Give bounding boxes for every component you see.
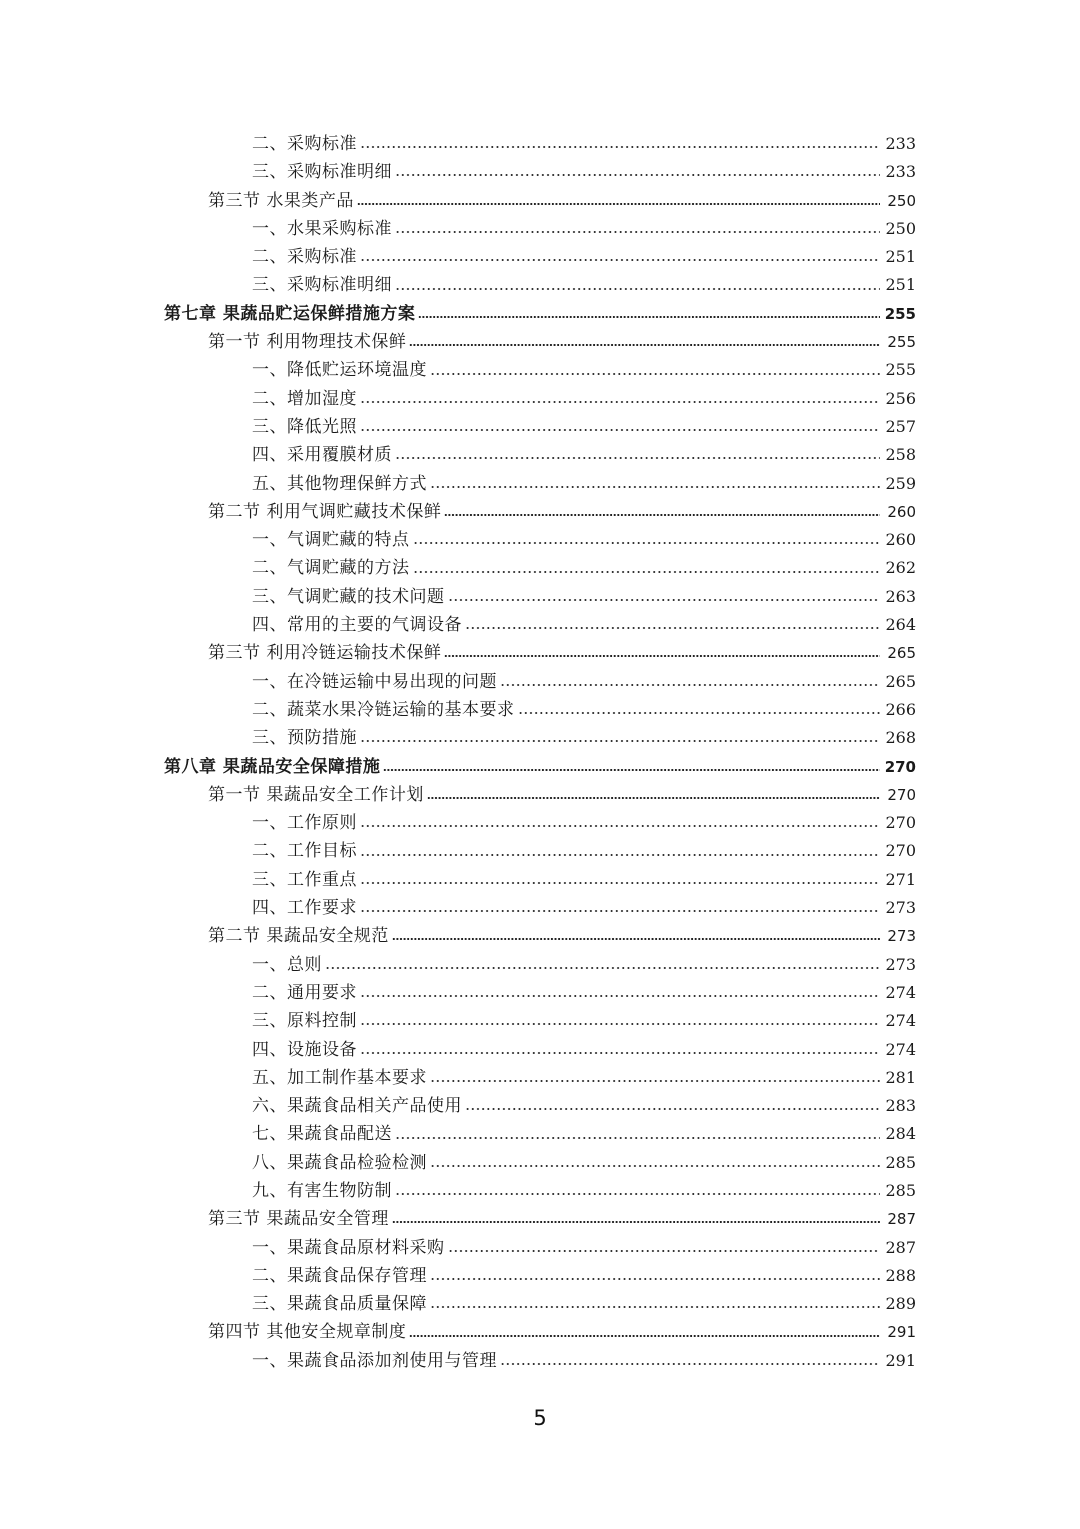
toc-subsection-entry[interactable]: [0, 1149, 1080, 1177]
toc-entry-title: 二、工作目标: [252, 841, 357, 862]
toc-entry-title: 五、其他物理保鲜方式: [252, 473, 427, 494]
toc-entry-page-number: 255: [885, 360, 916, 380]
toc-subsection-entry[interactable]: [0, 951, 1080, 979]
toc-entry-page-number: 259: [885, 473, 916, 493]
toc-entry-title: 第三节 果蔬品安全管理: [208, 1209, 389, 1230]
toc-entry-page-number: 260: [885, 530, 916, 550]
toc-entry-title: 四、采用覆膜材质: [252, 445, 392, 466]
toc-entry-title: 八、果蔬食品检验检测: [252, 1152, 427, 1173]
toc-entry-title: 三、采购标准明细: [252, 162, 392, 183]
toc-subsection-entry[interactable]: [0, 724, 1080, 752]
toc-subsection-entry[interactable]: [0, 809, 1080, 837]
dot-leader: [360, 146, 880, 148]
toc-entry-page-number: 263: [885, 586, 916, 606]
toc-subsection-entry[interactable]: [0, 1007, 1080, 1035]
toc-entry-title: 五、加工制作基本要求: [252, 1067, 427, 1088]
toc-entry-page-number: 270: [885, 841, 916, 861]
dot-leader: [395, 288, 880, 290]
toc-subsection-entry[interactable]: [0, 979, 1080, 1007]
toc-entry-page-number: 274: [885, 1011, 916, 1031]
toc-entry-title: 三、预防措施: [252, 728, 357, 749]
toc-subsection-entry[interactable]: [0, 130, 1080, 158]
dot-leader: [444, 655, 880, 657]
toc-entry-page-number: 250: [887, 191, 916, 210]
toc-entry-title: 三、采购标准明细: [252, 275, 392, 296]
dot-leader: [357, 203, 880, 205]
toc-entry-title: 第一节 果蔬品安全工作计划: [208, 784, 424, 805]
table-of-contents: [0, 130, 1080, 1375]
toc-entry-title: 二、采购标准: [252, 134, 357, 154]
dot-leader: [430, 1306, 880, 1308]
toc-entry-page-number: 266: [885, 699, 916, 719]
dot-leader: [430, 373, 880, 375]
toc-entry-page-number: 274: [885, 1039, 916, 1059]
toc-subsection-entry[interactable]: [0, 1036, 1080, 1064]
toc-entry-page-number: 255: [884, 304, 916, 323]
toc-entry-page-number: 251: [885, 275, 916, 295]
dot-leader: [360, 995, 880, 997]
toc-subsection-entry[interactable]: [0, 583, 1080, 611]
toc-subsection-entry[interactable]: [0, 668, 1080, 696]
toc-subsection-entry[interactable]: [0, 1290, 1080, 1318]
toc-entry-title: 一、气调贮藏的特点: [252, 530, 410, 551]
dot-leader: [360, 429, 880, 431]
toc-entry-title: 九、有害生物防制: [252, 1180, 392, 1201]
toc-chapter-entry[interactable]: [0, 300, 1080, 328]
toc-entry-title: 第三节 利用冷链运输技术保鲜: [208, 643, 442, 664]
toc-section-entry[interactable]: [0, 1205, 1080, 1233]
dot-leader: [500, 1363, 880, 1365]
toc-entry-page-number: 233: [885, 134, 916, 153]
toc-subsection-entry[interactable]: [0, 866, 1080, 894]
toc-entry-title: 第四节 其他安全规章制度: [208, 1322, 407, 1343]
dot-leader: [360, 740, 880, 742]
dot-leader: [360, 401, 880, 403]
toc-entry-title: 二、采购标准: [252, 247, 357, 268]
toc-subsection-entry[interactable]: [0, 413, 1080, 441]
toc-section-entry[interactable]: [0, 498, 1080, 526]
toc-subsection-entry[interactable]: [0, 526, 1080, 554]
toc-subsection-entry[interactable]: [0, 1234, 1080, 1262]
toc-entry-page-number: 284: [885, 1124, 916, 1144]
toc-entry-title: 四、设施设备: [252, 1039, 357, 1060]
dot-leader: [518, 712, 881, 714]
toc-entry-page-number: 287: [885, 1237, 916, 1257]
dot-leader: [430, 1165, 880, 1167]
dot-leader: [392, 938, 880, 940]
dot-leader: [360, 825, 880, 827]
toc-entry-page-number: 285: [885, 1180, 916, 1200]
toc-entry-title: 二、蔬菜水果冷链运输的基本要求: [252, 699, 515, 720]
page-number: 5: [533, 1406, 547, 1430]
dot-leader: [360, 882, 880, 884]
toc-entry-title: 第七章 果蔬品贮运保鲜措施方案: [164, 303, 416, 324]
toc-entry-page-number: 291: [887, 1323, 916, 1342]
toc-entry-page-number: 273: [885, 954, 916, 974]
toc-subsection-entry[interactable]: [0, 554, 1080, 582]
toc-entry-page-number: 257: [885, 416, 916, 436]
dot-leader: [392, 1221, 880, 1223]
toc-entry-page-number: 270: [885, 813, 916, 833]
dot-leader: [360, 854, 880, 856]
toc-subsection-entry[interactable]: [0, 158, 1080, 186]
toc-entry-page-number: 251: [885, 247, 916, 267]
toc-section-entry[interactable]: [0, 187, 1080, 215]
toc-entry-page-number: 285: [885, 1152, 916, 1172]
toc-entry-title: 一、果蔬食品原材料采购: [252, 1237, 445, 1258]
toc-entry-page-number: 273: [885, 898, 916, 918]
toc-subsection-entry[interactable]: [0, 1347, 1080, 1375]
toc-entry-title: 三、气调贮藏的技术问题: [252, 586, 445, 607]
toc-entry-title: 六、果蔬食品相关产品使用: [252, 1096, 462, 1117]
toc-entry-page-number: 264: [885, 615, 916, 635]
dot-leader: [409, 1335, 880, 1337]
toc-subsection-entry[interactable]: [0, 1092, 1080, 1120]
toc-subsection-entry[interactable]: [0, 215, 1080, 243]
toc-entry-page-number: 271: [885, 869, 916, 889]
dot-leader: [409, 344, 880, 346]
dot-leader: [444, 514, 880, 516]
toc-entry-title: 二、气调贮藏的方法: [252, 558, 410, 579]
dot-leader: [430, 486, 880, 488]
toc-entry-title: 一、在冷链运输中易出现的问题: [252, 671, 497, 692]
toc-entry-title: 七、果蔬食品配送: [252, 1124, 392, 1145]
toc-entry-page-number: 265: [887, 644, 916, 663]
toc-subsection-entry[interactable]: [0, 356, 1080, 384]
toc-entry-title: 三、原料控制: [252, 1011, 357, 1032]
toc-entry-page-number: 262: [885, 558, 916, 578]
toc-entry-page-number: 288: [885, 1265, 916, 1285]
toc-entry-title: 二、通用要求: [252, 982, 357, 1003]
toc-subsection-entry[interactable]: [0, 441, 1080, 469]
toc-entry-page-number: 270: [887, 785, 916, 804]
dot-leader: [427, 797, 880, 799]
dot-leader: [465, 1108, 880, 1110]
toc-entry-page-number: 255: [887, 333, 916, 352]
toc-entry-page-number: 260: [887, 502, 916, 521]
dot-leader: [448, 599, 881, 601]
toc-entry-page-number: 291: [885, 1350, 916, 1370]
toc-entry-title: 第三节 水果类产品: [208, 190, 354, 211]
toc-entry-page-number: 265: [885, 671, 916, 691]
dot-leader: [360, 1023, 880, 1025]
toc-entry-page-number: 233: [885, 162, 916, 182]
toc-entry-title: 三、降低光照: [252, 416, 357, 437]
toc-section-entry[interactable]: [0, 1318, 1080, 1346]
dot-leader: [448, 1250, 881, 1252]
toc-entry-title: 一、总则: [252, 954, 322, 975]
toc-section-entry[interactable]: [0, 922, 1080, 950]
dot-leader: [430, 1080, 880, 1082]
dot-leader: [430, 1278, 880, 1280]
toc-entry-title: 第二节 利用气调贮藏技术保鲜: [208, 501, 442, 522]
dot-leader: [500, 684, 880, 686]
toc-entry-title: 第二节 果蔬品安全规范: [208, 926, 389, 947]
toc-section-entry[interactable]: [0, 328, 1080, 356]
dot-leader: [413, 571, 881, 573]
toc-entry-page-number: 250: [885, 218, 916, 238]
toc-subsection-entry[interactable]: [0, 1177, 1080, 1205]
toc-entry-title: 第一节 利用物理技术保鲜: [208, 332, 407, 353]
toc-section-entry[interactable]: [0, 639, 1080, 667]
toc-subsection-entry[interactable]: [0, 696, 1080, 724]
toc-entry-page-number: 281: [885, 1067, 916, 1087]
toc-entry-page-number: 256: [885, 388, 916, 408]
toc-entry-title: 四、工作要求: [252, 898, 357, 919]
toc-entry-page-number: 273: [887, 927, 916, 946]
dot-leader: [383, 769, 880, 771]
toc-subsection-entry[interactable]: [0, 611, 1080, 639]
toc-entry-title: 第八章 果蔬品安全保障措施: [164, 756, 381, 777]
toc-subsection-entry[interactable]: [0, 837, 1080, 865]
dot-leader: [395, 457, 880, 459]
dot-leader: [465, 627, 880, 629]
toc-chapter-entry[interactable]: [0, 753, 1080, 781]
toc-entry-page-number: 270: [884, 757, 916, 776]
dot-leader: [418, 316, 880, 318]
dot-leader: [395, 231, 880, 233]
toc-subsection-entry[interactable]: [0, 243, 1080, 271]
toc-entry-title: 三、工作重点: [252, 869, 357, 890]
toc-subsection-entry[interactable]: [0, 271, 1080, 299]
toc-subsection-entry[interactable]: [0, 1262, 1080, 1290]
toc-subsection-entry[interactable]: [0, 470, 1080, 498]
toc-entry-page-number: 283: [885, 1096, 916, 1116]
toc-entry-page-number: 258: [885, 445, 916, 465]
toc-entry-title: 二、果蔬食品保存管理: [252, 1265, 427, 1286]
toc-entry-page-number: 287: [887, 1210, 916, 1229]
toc-entry-title: 一、降低贮运环境温度: [252, 360, 427, 381]
dot-leader: [360, 259, 880, 261]
toc-subsection-entry[interactable]: [0, 1064, 1080, 1092]
toc-entry-page-number: 289: [885, 1294, 916, 1314]
toc-subsection-entry[interactable]: [0, 385, 1080, 413]
toc-section-entry[interactable]: [0, 781, 1080, 809]
toc-entry-title: 一、水果采购标准: [252, 218, 392, 239]
dot-leader: [360, 1052, 880, 1054]
toc-entry-title: 三、果蔬食品质量保障: [252, 1294, 427, 1315]
dot-leader: [395, 1137, 880, 1139]
dot-leader: [360, 910, 880, 912]
toc-entry-title: 一、工作原则: [252, 813, 357, 834]
toc-entry-title: 四、常用的主要的气调设备: [252, 615, 462, 636]
dot-leader: [413, 542, 881, 544]
toc-subsection-entry[interactable]: [0, 1120, 1080, 1148]
dot-leader: [395, 174, 880, 176]
toc-entry-title: 一、果蔬食品添加剂使用与管理: [252, 1350, 497, 1371]
toc-entry-page-number: 268: [885, 728, 916, 748]
dot-leader: [395, 1193, 880, 1195]
toc-entry-title: 二、增加湿度: [252, 388, 357, 409]
dot-leader: [325, 967, 880, 969]
toc-entry-page-number: 274: [885, 982, 916, 1002]
toc-subsection-entry[interactable]: [0, 894, 1080, 922]
